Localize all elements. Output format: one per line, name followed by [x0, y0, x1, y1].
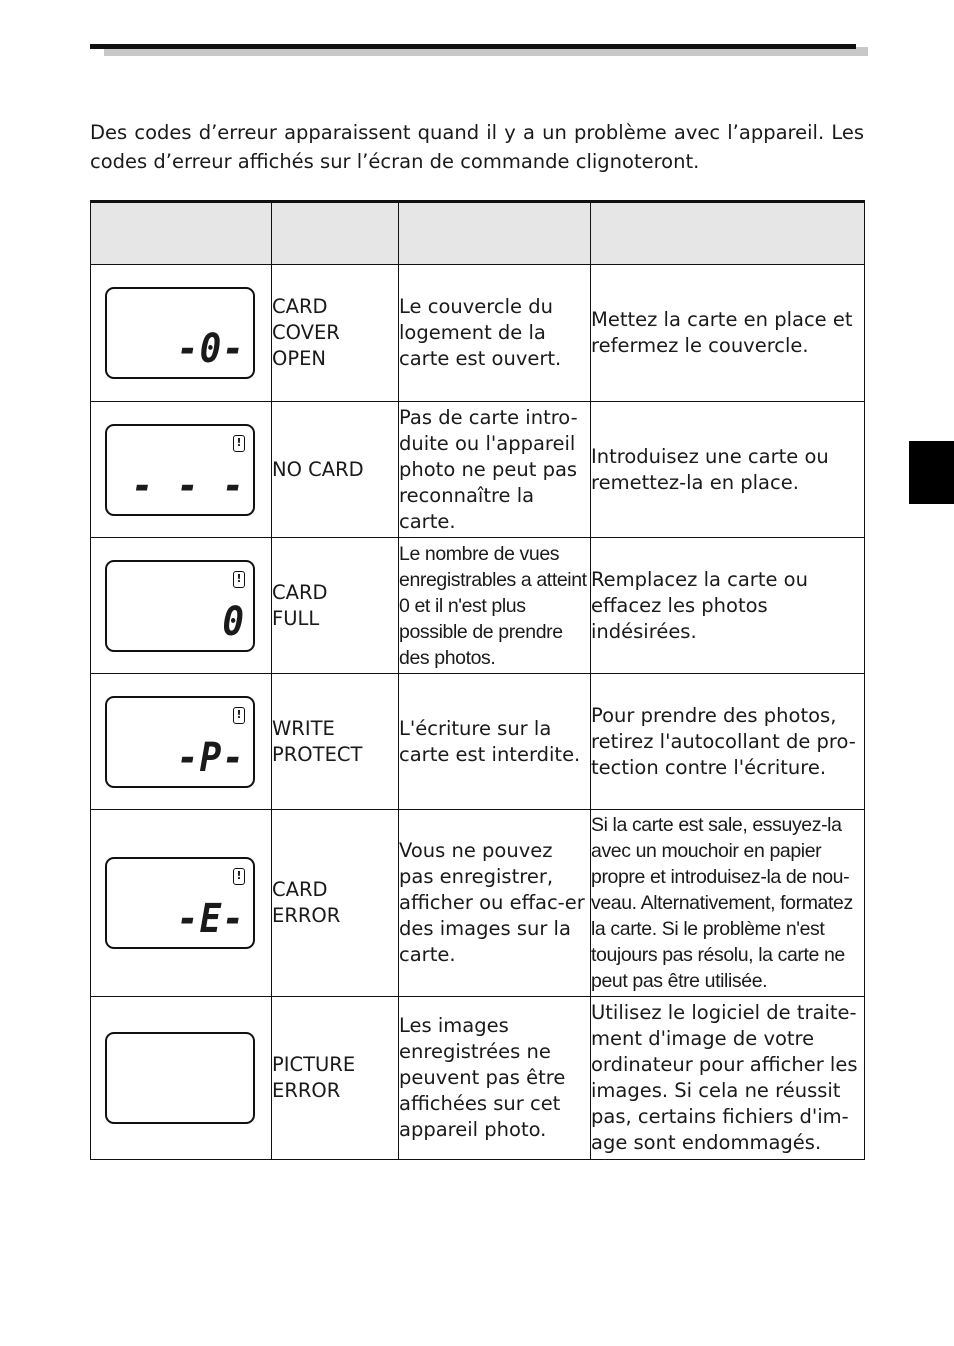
table-row [91, 997, 865, 1160]
error-name-line: CARD [272, 878, 328, 901]
error-name [272, 810, 399, 997]
lcd-panel [105, 857, 255, 949]
error-name-line: OPEN [272, 347, 327, 370]
error-solution: Mettez la carte en place et refermez le couvercle. [591, 265, 865, 402]
table-row [91, 265, 865, 402]
error-name-line: CARD [272, 580, 328, 604]
warning-icon: ! [233, 707, 245, 724]
error-solution: Remplacez la carte ou effacez les photos indésirées. [591, 538, 865, 674]
error-name [272, 265, 399, 402]
header-display [91, 202, 272, 265]
error-name-line: ERROR [272, 904, 341, 927]
lcd-code: -E- [176, 896, 245, 942]
lcd-panel [105, 424, 255, 516]
table-row [91, 402, 865, 538]
table-row [91, 538, 865, 674]
error-name-line: NO CARD [272, 457, 364, 481]
table-header-row [91, 202, 865, 265]
error-name [272, 538, 399, 674]
error-cause: Les images enregistrées ne peuvent pas être affichées sur cet appareil photo. [399, 997, 591, 1160]
table-row [91, 810, 865, 997]
header-name [272, 202, 399, 265]
error-name-line: WRITE [272, 716, 335, 740]
lcd-code: -0- [176, 326, 245, 372]
error-name-line: ERROR [272, 1079, 341, 1102]
error-cause: Le couvercle du logement de la carte est ouvert. [399, 265, 591, 402]
display-cell [91, 674, 272, 810]
intro-paragraph: Des codes d’erreur apparaissent quand il y a un problème avec l’appareil. Les codes d’erreur affichés sur l’écran de commande clignoteront. [90, 121, 864, 173]
lcd-code: 0 [222, 599, 245, 645]
error-name-line: PROTECT [272, 742, 363, 766]
error-solution: Utilisez le logiciel de traite-ment d'image de votre ordinateur pour afficher les images. Si cela ne réussit pas, certains fichiers d'im-age sont endommagés. [591, 997, 865, 1160]
header-rule [90, 44, 856, 49]
table-row [91, 674, 865, 810]
display-cell [91, 810, 272, 997]
error-cause: L'écriture sur la carte est interdite. [399, 674, 591, 810]
lcd-panel [105, 560, 255, 652]
display-cell [91, 402, 272, 538]
error-name [272, 402, 399, 538]
header-cause [399, 202, 591, 265]
error-name-line: CARD [272, 295, 328, 318]
lcd-code: - - - [131, 463, 245, 509]
error-cause: Le nombre de vues enregistrables a atteint 0 et il n'est plus possible de prendre des photos. [399, 538, 591, 674]
lcd-panel [105, 696, 255, 788]
display-cell [91, 997, 272, 1160]
error-solution: Pour prendre des photos, retirez l'autocollant de pro-tection contre l'écriture. [591, 674, 865, 810]
error-name-line: PICTURE [272, 1053, 356, 1076]
header-solution [591, 202, 865, 265]
display-cell [91, 538, 272, 674]
warning-icon: ! [233, 571, 245, 588]
warning-icon: ! [233, 868, 245, 885]
error-name [272, 674, 399, 810]
lcd-code: -P- [176, 735, 245, 781]
error-solution: Si la carte est sale, essuyez-la avec un mouchoir en papier propre et introduisez-la de nou-veau. Alternativement, formatez la carte. Si le problème n'est toujours pas résolu, la carte ne peut pas être utilisée. [591, 810, 865, 997]
section-tab [909, 441, 954, 504]
error-name [272, 997, 399, 1160]
error-name-line: FULL [272, 606, 320, 630]
lcd-panel [105, 287, 255, 379]
error-name-line: COVER [272, 321, 340, 344]
warning-icon: ! [233, 435, 245, 452]
display-cell [91, 265, 272, 402]
error-solution: Introduisez une carte ou remettez-la en place. [591, 402, 865, 538]
error-code-table [90, 200, 865, 1160]
lcd-panel [105, 1032, 255, 1124]
error-cause: Vous ne pouvez pas enregistrer, afficher ou effac-er des images sur la carte. [399, 810, 591, 997]
error-cause: Pas de carte intro-duite ou l'appareil photo ne peut pas reconnaître la carte. [399, 402, 591, 538]
